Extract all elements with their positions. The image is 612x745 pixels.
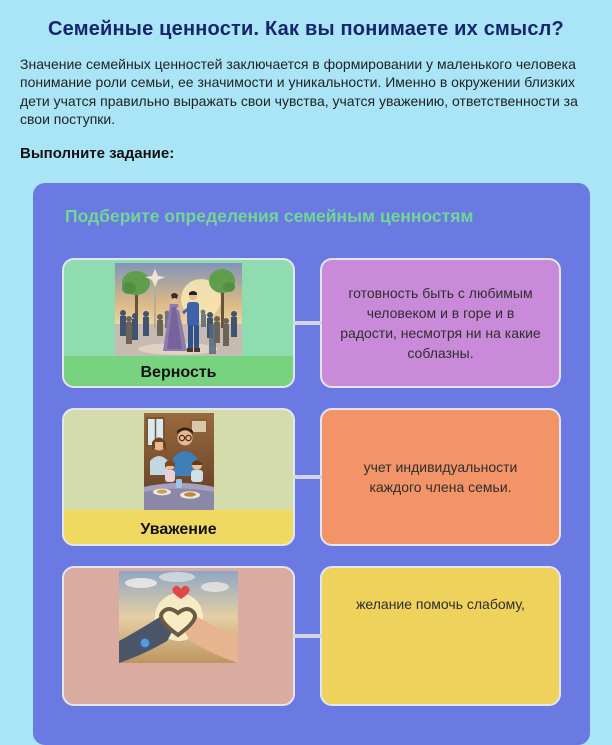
term-label: Верность <box>64 356 293 388</box>
definition-card-vernost[interactable] <box>320 258 561 388</box>
task-label: Выполните задание: <box>20 144 175 162</box>
definition-text: желание помочь слабому, <box>356 596 525 613</box>
definition-card-uvazhenie[interactable] <box>320 408 561 546</box>
match-row-third <box>62 566 561 706</box>
definition-text: учет индивидуальности каждого члена семьи. <box>363 459 518 496</box>
intro-paragraph: Значение семейных ценностей заключается в формировании у маленького человека понимание роли семьи, ее значимости и уникальности. Именно в окружении близких дети учатся правильно выражать свои чувства, учатся уважению, ответственности за свои поступки. <box>20 55 578 128</box>
exercise-panel <box>33 183 590 745</box>
wedding-couple-handshake-photo <box>64 260 293 356</box>
match-connector <box>293 475 322 479</box>
match-row-vernost <box>62 258 561 388</box>
family-dinner-photo <box>64 410 293 510</box>
match-connector <box>293 321 322 325</box>
connector-cell <box>295 408 320 546</box>
page-title: Семейные ценности. Как вы понимаете их смысл? <box>48 18 564 41</box>
page <box>0 13 612 612</box>
term-card-third[interactable] <box>62 566 295 706</box>
definition-card-third[interactable] <box>320 566 561 706</box>
match-rows <box>62 258 561 706</box>
connector-cell <box>295 258 320 388</box>
match-row-uvazhenie <box>62 408 561 546</box>
hands-heart-photo <box>64 568 293 704</box>
definition-text: готовность быть с любимым человеком и в горе и в радости, несмотря ни на какие соблазны. <box>340 285 541 362</box>
term-label: Уважение <box>64 510 293 546</box>
term-card-uvazhenie[interactable] <box>62 408 295 546</box>
exercise-heading: Подберите определения семейным ценностям <box>65 206 474 227</box>
term-card-vernost[interactable] <box>62 258 295 388</box>
match-connector <box>293 634 322 638</box>
connector-cell <box>295 566 320 706</box>
